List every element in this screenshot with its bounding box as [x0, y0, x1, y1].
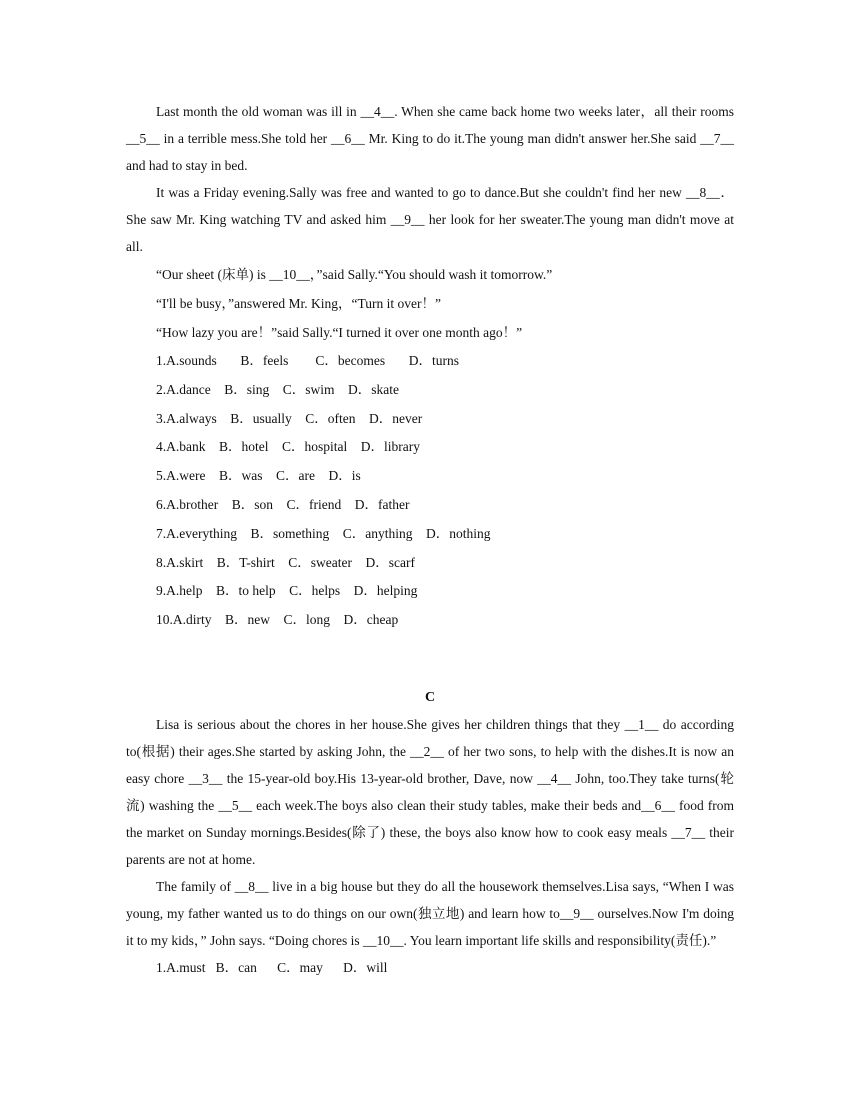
question-option-row: 9.A.help B．to help C．helps D．helping: [156, 583, 418, 599]
question-option-row: 1.A.must B．can C．may D．will: [156, 959, 388, 975]
dialogue-line-1: “Our sheet (床单) is __10__，”said Sally.“You should wash it tomorrow.”: [156, 267, 553, 282]
passage-b-paragraph-1: Last month the old woman was ill in __4__. When she came back home two weeks later，all their rooms __5__ in a terrible mess.She told her __6__ Mr. King to do it.The young man didn't answer her.She said __7__ and had to stay in bed.: [126, 104, 734, 173]
passage-c-options: [126, 954, 734, 983]
passage-b-options: [126, 347, 734, 635]
dialogue-line-2: “I'll be busy，”answered Mr. King，“Turn it over！”: [156, 296, 442, 311]
question-option-row: 7.A.everything B．something C．anything D．nothing: [156, 525, 491, 541]
question-option-row: 3.A.always B．usually C．often D．never: [156, 410, 423, 426]
dialogue-line-3: “How lazy you are！”said Sally.“I turned it over one month ago！”: [156, 325, 523, 340]
question-option-row: 4.A.bank B．hotel C．hospital D．library: [156, 439, 420, 455]
document-page: [126, 98, 734, 983]
passage-c-paragraph-1: Lisa is serious about the chores in her house.She gives her children things that they __1__ do according to(根据) their ages.She started by asking John, the __2__ of her two sons, to help with the dishes.It is now an easy chore __3__ the 15-year-old boy.His 13-year-old brother, Dave, now __4__ John, too.They take turns(轮流) washing the __5__ each week.The boys also clean their study tables, make their beds and__6__ food from the market on Sunday mornings.Besides(除了) these, the boys also know how to cook easy meals __7__ their parents are not at home.: [126, 716, 734, 867]
question-option-row: 10.A.dirty B．new C．long D．cheap: [156, 612, 399, 628]
question-option-row: 2.A.dance B．sing C．swim D．skate: [156, 381, 399, 397]
question-option-row: 6.A.brother B．son C．friend D．father: [156, 496, 410, 512]
section-heading-c: C: [424, 689, 436, 705]
question-option-row: 8.A.skirt B．T-shirt C．sweater D．scarf: [156, 554, 415, 570]
passage-c-paragraph-2: The family of __8__ live in a big house but they do all the housework themselves.Lisa says, “When I was young, my father wanted us to do things on our own(独立地) and learn how to__9__ ourselves.Now I'm doing it to my kids，” John says. “Doing chores is __10__. You learn important life skills and responsibility(责任).”: [126, 878, 734, 948]
question-option-row: 1.A.sounds B．feels C．becomes D．turns: [156, 353, 459, 368]
passage-b-paragraph-2: It was a Friday evening.Sally was free and wanted to go to dance.But she couldn't find her new __8__．She saw Mr. King watching TV and asked him __9__ her look for her sweater.The young man didn't move at all.: [126, 185, 734, 254]
question-option-row: 5.A.were B．was C．are D．is: [156, 468, 361, 484]
